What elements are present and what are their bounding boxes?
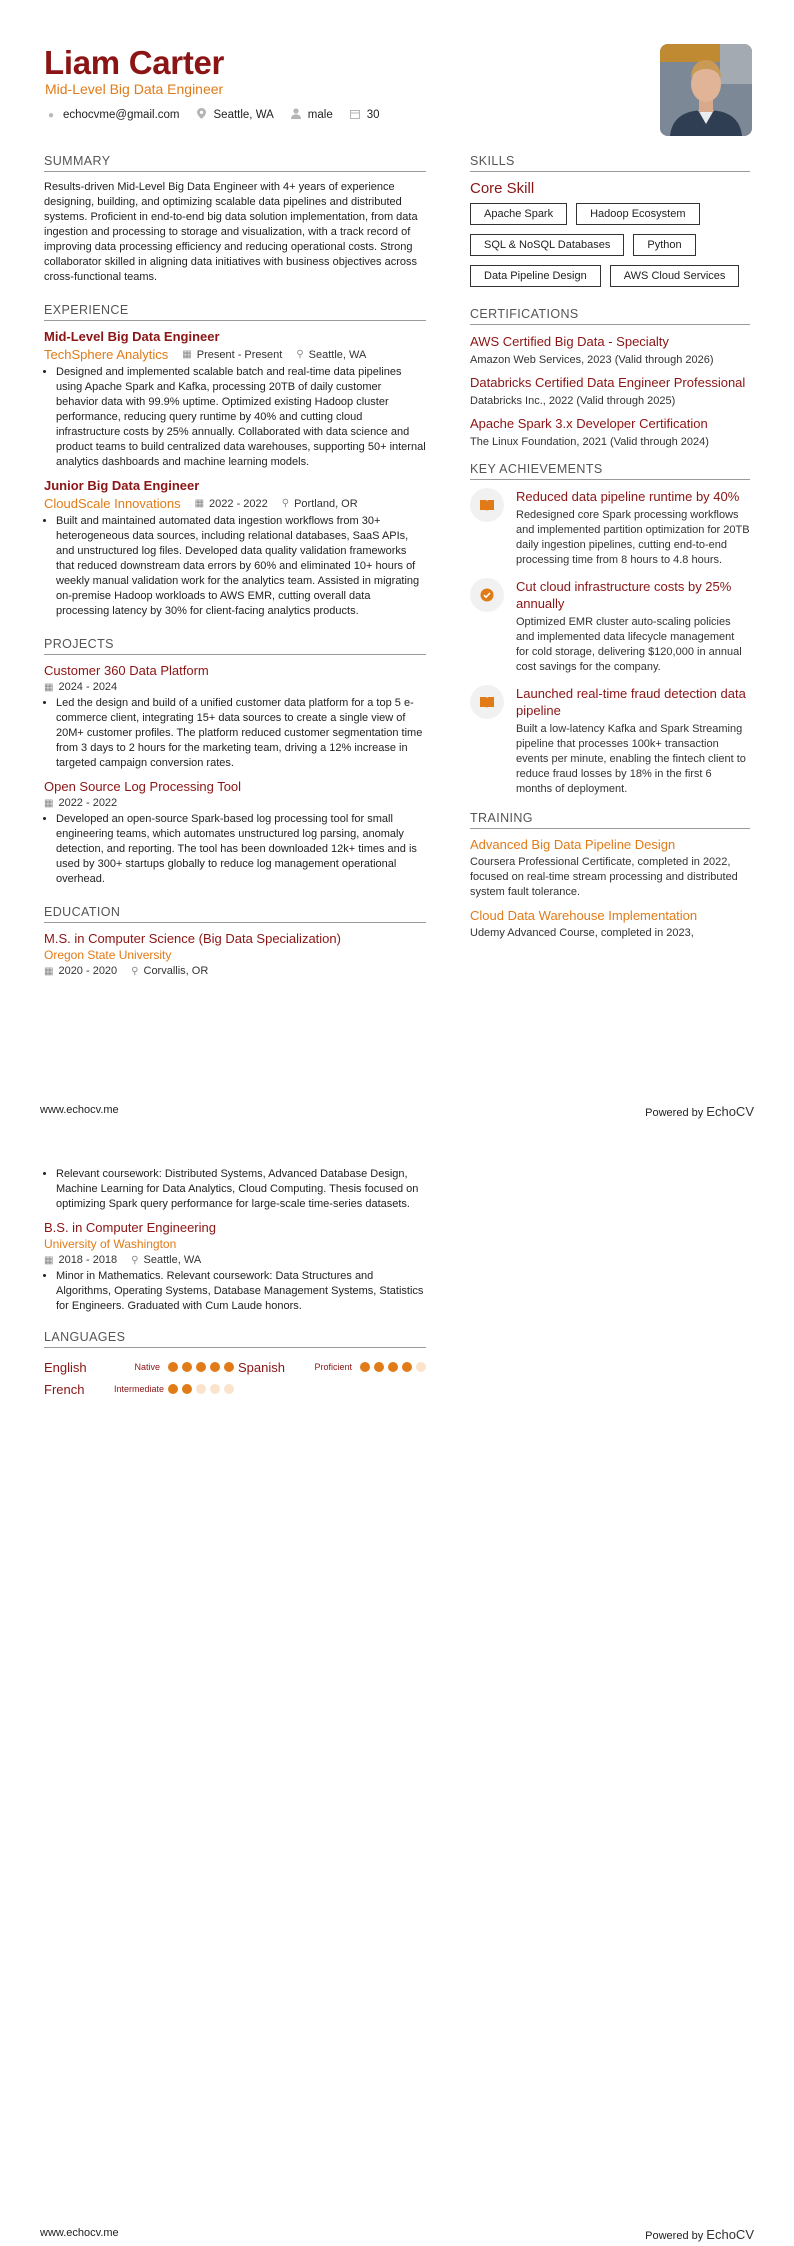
cert-name: Apache Spark 3.x Developer Certification [470, 416, 708, 431]
resume-header [44, 44, 750, 140]
education-entry [44, 931, 426, 977]
cert-name: Databricks Certified Data Engineer Professional [470, 375, 746, 390]
language-level: Intermediate [114, 1384, 165, 1394]
projects-title: PROJECTS [44, 637, 426, 655]
profile-photo [660, 44, 752, 136]
education-bullet: • Relevant coursework: Distributed Systems, Advanced Database Design, Machine Learning for Data Analytics, Cloud Computing. Thesis focused on optimizing Spark query performance for large-scale time-series datasets. [56, 1167, 426, 1212]
calendar-icon [349, 109, 361, 122]
calendar-icon: ▦ [182, 349, 192, 360]
rating-dot-empty [416, 1362, 426, 1372]
language-rating [360, 1362, 426, 1372]
achievement-title: Reduced data pipeline runtime by 40% [516, 489, 740, 504]
skill-chips [470, 203, 750, 287]
training-name: Advanced Big Data Pipeline Design [470, 837, 676, 852]
language-item [238, 1356, 426, 1378]
brand-logo: EchoCV [706, 2227, 754, 2242]
powered-by-text: Powered by [645, 1107, 704, 1119]
location-text: Seattle, WA [213, 109, 274, 121]
rating-dot-empty [196, 1384, 206, 1394]
education-location [131, 965, 208, 977]
rating-dot-filled [224, 1362, 234, 1372]
education-dates [44, 965, 117, 977]
rating-dot-filled [168, 1362, 178, 1372]
brand-logo: EchoCV [706, 1104, 754, 1119]
project-dates-text: 2022 - 2022 [58, 797, 118, 809]
skill-chip: Apache Spark [470, 203, 567, 225]
education-section [44, 905, 426, 977]
language-name: English [44, 1359, 87, 1375]
summary-text: Results-driven Mid-Level Big Data Engineer with 4+ years of experience designing, building, and optimizing scalable data pipelines and distributed systems. Proficient in end-to-end big data solution implementation, from data ingestion and processing to storage and visualization, with a track record of improving data processing efficiency and reducing operational costs. Strong collaborator skilled in aligning data initiatives with business objectives across cross-functional teams. [44, 181, 418, 283]
contact-row [45, 108, 380, 122]
job-dates [195, 498, 268, 510]
job-dates [182, 349, 282, 361]
job-dates-text: Present - Present [196, 348, 283, 361]
location-pin-icon [196, 108, 208, 122]
rating-dot-filled [210, 1362, 220, 1372]
education-dates-text: 2018 - 2018 [58, 1254, 118, 1266]
language-name: Spanish [238, 1359, 285, 1375]
job-meta-row [44, 347, 426, 362]
degree-title: B.S. in Computer Engineering [44, 1220, 216, 1235]
language-level: Native [134, 1362, 160, 1372]
gender-text: male [307, 109, 333, 121]
contact-email[interactable] [45, 108, 180, 122]
rating-dot-filled [360, 1362, 370, 1372]
job-meta-row [44, 496, 426, 511]
cert-issuer: Databricks Inc., 2022 (Valid through 2025) [470, 395, 676, 407]
language-item [44, 1378, 238, 1400]
education-location-text: Corvallis, OR [143, 965, 209, 977]
resume-page-2 [0, 1123, 794, 2246]
company-name: TechSphere Analytics [44, 347, 169, 362]
skills-heading: Core Skill [470, 180, 535, 197]
languages-section [44, 1330, 426, 1400]
certifications-title: CERTIFICATIONS [470, 307, 750, 325]
candidate-name: Liam Carter [44, 44, 225, 81]
language-name: French [44, 1381, 85, 1397]
summary-title: SUMMARY [44, 154, 426, 172]
achievement-item [470, 488, 750, 568]
education-dates [44, 1254, 117, 1266]
rating-dot-filled [168, 1384, 178, 1394]
project-entry [44, 663, 426, 771]
candidate-role: Mid-Level Big Data Engineer [45, 81, 224, 97]
job-title: Mid-Level Big Data Engineer [44, 329, 220, 344]
projects-section [44, 637, 426, 887]
book-icon [470, 685, 504, 719]
contact-gender [290, 108, 333, 122]
certifications-section [470, 307, 750, 448]
language-item [44, 1356, 238, 1378]
language-level: Proficient [314, 1362, 352, 1372]
achievement-text: Redesigned core Spark processing workflows and implemented partition optimization for 20TB daily ingestion pipelines, cutting end-to-end processing time from 8 hours to 4.8 hours. [516, 509, 750, 566]
project-entry [44, 779, 426, 887]
contact-location [196, 108, 274, 122]
calendar-icon: ▦ [44, 965, 54, 977]
rating-dot-filled [196, 1362, 206, 1372]
project-dates-text: 2024 - 2024 [58, 681, 118, 693]
job-location-text: Seattle, WA [308, 348, 367, 361]
achievements-title: KEY ACHIEVEMENTS [470, 462, 750, 480]
languages-title: LANGUAGES [44, 1330, 426, 1348]
training-text: Coursera Professional Certificate, completed in 2022, focused on real-time stream processing and distributed system fault tolerance. [470, 856, 738, 898]
right-column [470, 154, 750, 941]
age-text: 30 [366, 109, 380, 121]
language-list [44, 1356, 426, 1400]
contact-age [349, 108, 380, 122]
page-footer [40, 2227, 754, 2242]
language-rating [168, 1362, 234, 1372]
footer-powered-by [645, 2227, 754, 2242]
training-title: TRAINING [470, 811, 750, 829]
project-dates [44, 681, 117, 693]
summary-section [44, 154, 426, 285]
left-column [44, 154, 426, 977]
achievement-item [470, 578, 750, 675]
footer-powered-by [645, 1104, 754, 1119]
skills-title: SKILLS [470, 154, 750, 172]
achievement-title: Cut cloud infrastructure costs by 25% annually [516, 579, 732, 611]
language-rating [168, 1384, 234, 1394]
training-name: Cloud Data Warehouse Implementation [470, 908, 698, 923]
calendar-icon: ▦ [44, 681, 54, 693]
left-column-continued [44, 1167, 426, 1400]
check-badge-icon [470, 578, 504, 612]
job-bullet: • Built and maintained automated data ingestion workflows from 30+ heterogeneous data sources, including relational databases, SaaS APIs, and unstructured log files. Developed data quality validation frameworks that reduced downstream data errors by 60% and eliminated 10+ hours of weekly manual validation work for the analytics team. Assisted in migrating on-premise Hadoop workloads to AWS EMR, cutting overall data processing latency by 30% for client-facing analytics products. [56, 514, 426, 619]
education-bullet: • Minor in Mathematics. Relevant coursework: Data Structures and Algorithms, Operating Systems, Database Management Systems, Statistics for Engineers. Graduated with Cum Laude honors. [56, 1269, 426, 1314]
person-icon [290, 108, 302, 122]
education-title: EDUCATION [44, 905, 426, 923]
location-pin-icon: ⚲ [281, 498, 290, 509]
cert-name: AWS Certified Big Data - Specialty [470, 334, 669, 349]
job-location [296, 349, 366, 361]
rating-dot-filled [182, 1384, 192, 1394]
education-location [131, 1254, 201, 1266]
achievement-text: Built a low-latency Kafka and Spark Streaming pipeline that processes 100k+ transaction events per minute, enabling the fintech client to reduce fraud losses by 18% in the first 6 months of deployment. [516, 723, 746, 795]
project-title: Open Source Log Processing Tool [44, 779, 242, 794]
cert-issuer: The Linux Foundation, 2021 (Valid through 2024) [470, 436, 709, 448]
experience-title: EXPERIENCE [44, 303, 426, 321]
achievement-item [470, 685, 750, 797]
school-name: Oregon State University [44, 948, 172, 962]
powered-by-text: Powered by [645, 2230, 704, 2242]
achievements-section [470, 462, 750, 797]
skill-chip: AWS Cloud Services [610, 265, 740, 287]
project-title: Customer 360 Data Platform [44, 663, 209, 678]
cert-issuer: Amazon Web Services, 2023 (Valid through 2026) [470, 354, 714, 366]
job-dates-text: 2022 - 2022 [209, 497, 268, 510]
education-meta-row [44, 965, 426, 977]
achievement-title: Launched real-time fraud detection data pipeline [516, 686, 746, 718]
job-entry [44, 478, 426, 619]
job-entry [44, 329, 426, 470]
location-pin-icon: ⚲ [296, 349, 304, 360]
training-section [470, 811, 750, 941]
project-meta-row [44, 681, 426, 693]
skills-section [470, 154, 750, 287]
education-entry [44, 1220, 426, 1314]
rating-dot-filled [374, 1362, 384, 1372]
calendar-icon: ▦ [44, 1254, 54, 1266]
rating-dot-empty [210, 1384, 220, 1394]
email-icon: ● [47, 109, 55, 121]
location-pin-icon: ⚲ [131, 1254, 139, 1266]
job-location [282, 498, 358, 510]
degree-title: M.S. in Computer Science (Big Data Specialization) [44, 931, 341, 946]
education-location-text: Seattle, WA [143, 1254, 202, 1266]
skill-chip: Hadoop Ecosystem [576, 203, 699, 225]
rating-dot-empty [224, 1384, 234, 1394]
location-pin-icon: ⚲ [131, 965, 139, 977]
email-text: echocvme@gmail.com [63, 109, 180, 121]
book-icon [470, 488, 504, 522]
training-text: Udemy Advanced Course, completed in 2023, [470, 927, 694, 939]
job-location-text: Portland, OR [294, 497, 358, 510]
education-dates-text: 2020 - 2020 [58, 965, 118, 977]
rating-dot-filled [182, 1362, 192, 1372]
project-bullet: • Developed an open-source Spark-based log processing tool for small engineering teams, which automates unstructured log parsing, anomaly detection, and reporting. The tool has been downloaded 12k+ times and is used by 300+ startups globally to reduce log management operational overhead. [56, 812, 426, 887]
job-bullet: • Designed and implemented scalable batch and real-time data pipelines using Apache Spark and Kafka, processing 20TB of daily customer behavior data with 99.9% uptime. Optimized existing Hadoop cluster performance, reducing query runtime by 40% and cutting cloud infrastructure costs by 25% annually. Collaborated with data science and product teams to build centralized data warehouses, supporting 50+ internal analytics dashboards and machine learning models. [56, 365, 426, 470]
company-name: CloudScale Innovations [44, 496, 181, 511]
job-title: Junior Big Data Engineer [44, 478, 200, 493]
skill-chip: Python [633, 234, 695, 256]
achievement-text: Optimized EMR cluster auto-scaling policies and implemented data lifecycle management for cold storage, delivering $120,000 in annual cost savings for the company. [516, 616, 742, 673]
calendar-icon: ▦ [44, 797, 54, 809]
rating-dot-filled [388, 1362, 398, 1372]
rating-dot-filled [402, 1362, 412, 1372]
school-name: University of Washington [44, 1237, 177, 1251]
project-meta-row [44, 797, 426, 809]
footer-site-link[interactable]: www.echocv.me [40, 1104, 119, 1116]
skill-chip: SQL & NoSQL Databases [470, 234, 624, 256]
experience-section [44, 303, 426, 619]
page-footer [40, 1104, 754, 1119]
skill-chip: Data Pipeline Design [470, 265, 601, 287]
footer-site-link[interactable]: www.echocv.me [40, 2227, 119, 2239]
calendar-icon: ▦ [194, 498, 205, 509]
project-dates [44, 797, 117, 809]
project-bullet: • Led the design and build of a unified customer data platform for a top 5 e-commerce client, integrating 15+ data sources to create a single view of 20M+ customer profiles. The platform reduced customer segmentation time from 3 days to 2 hours for the marketing team, driving a 12% increase in targeted campaign conversion rates. [56, 696, 426, 771]
education-meta-row [44, 1254, 426, 1266]
